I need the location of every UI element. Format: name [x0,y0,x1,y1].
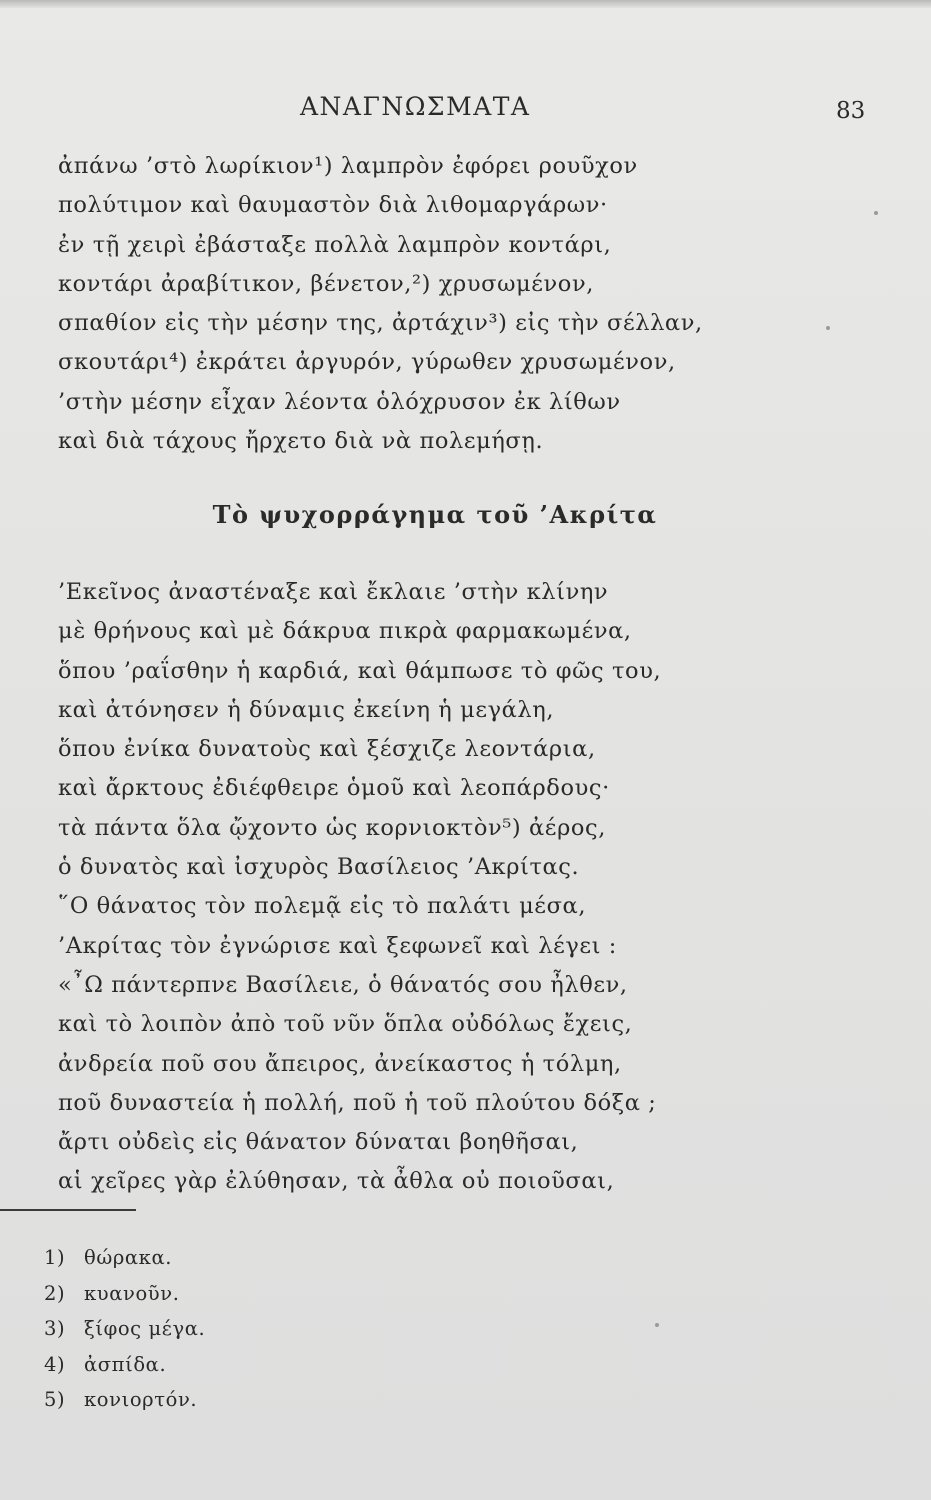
verse-line: καὶ διὰ τάχους ἤρχετο διὰ νὰ πολεμήσῃ. [58,428,544,455]
verse-stanza-2 [58,573,898,1202]
running-title: ΑΝΑΓΝΩΣΜΑΤΑ [300,92,531,121]
footnote [44,1311,205,1347]
footnote-number: 5) [44,1388,66,1411]
verse-line: ἀνδρεία ποῦ σου ἄπειρος, ἀνείκαστος ἡ τόλμη, [58,1050,622,1077]
verse-line: σκουτάρι⁴) ἐκράτει ἀργυρόν, γύρωθεν χρυσωμένον, [58,349,676,376]
paper-speck [826,326,830,330]
verse-line: ’Ακρίτας τὸν ἐγνώρισε καὶ ξεφωνεῖ καὶ λέγει : [58,932,617,959]
verse-line: καὶ τὸ λοιπὸν ἀπὸ τοῦ νῦν ὅπλα οὐδόλως ἔχεις, [58,1011,633,1038]
verse-line: μὲ θρήνους καὶ μὲ δάκρυα πικρὰ φαρμακωμένα, [58,618,632,645]
page-number: 83 [836,98,866,124]
verse-line: τὰ πάντα ὅλα ᾤχοντο ὡς κορνιοκτὸν⁵) ἀέρος, [58,814,606,841]
footnote-text: κυανοῦν. [84,1281,180,1305]
verse-line: ποῦ δυναστεία ἡ πολλή, ποῦ ἡ τοῦ πλούτου δόξα ; [58,1089,657,1116]
footnotes [44,1240,205,1418]
footnote-number: 1) [44,1246,66,1269]
footnote-number: 3) [44,1317,66,1340]
footnote [44,1276,205,1312]
section-title: Τὸ ψυχορράγημα τοῦ ’Ακρίτα [212,500,658,529]
verse-line: ’στὴν μέσην εἶχαν λέοντα ὁλόχρυσον ἐκ λίθων [58,388,621,415]
footnote-number: 4) [44,1352,66,1376]
verse-stanza-1 [58,147,898,461]
verse-line: ὅπου ’ραΐσθην ἡ καρδιά, καὶ θάμπωσε τὸ φῶς του, [58,657,662,684]
verse-line: ὁ δυνατὸς καὶ ἰσχυρὸς Βασίλειος ’Ακρίτας. [58,854,580,881]
verse-line: «῏Ω πάντερπνε Βασίλειε, ὁ θάνατός σου ἦλθεν, [58,971,628,998]
footnote-text: θώρακα. [84,1246,173,1269]
verse-line: καὶ ἄρκτους ἐδιέφθειρε ὁμοῦ καὶ λεοπάρδους· [58,775,610,802]
verse-line: αἱ χεῖρες γὰρ ἐλύθησαν, τὰ ἆθλα οὐ ποιοῦσαι, [58,1168,615,1195]
verse-line: σπαθίον εἰς τὴν μέσην της, ἀρτάχιν³) εἰς τὴν σέλλαν, [58,310,703,337]
page-top-edge [0,0,931,8]
verse-line: ἐν τῇ χειρὶ ἐβάσταξε πολλὰ λαμπρὸν κοντάρι, [58,231,612,258]
footnote-rule [0,1209,136,1211]
footnote [44,1347,205,1383]
paper-speck [655,1323,659,1327]
footnote-number: 2) [44,1281,66,1305]
footnote [44,1382,205,1418]
verse-line: κοντάρι ἀραβίτικον, βένετον,²) χρυσωμένον, [58,270,594,297]
footnote-text: ἀσπίδα. [84,1352,167,1376]
verse-line: ἄρτι οὐδεὶς εἰς θάνατον δύναται βοηθῆσαι, [58,1129,579,1156]
footnote [44,1240,205,1276]
verse-line: ’Εκεῖνος ἀναστέναξε καὶ ἔκλαιε ’στὴν κλίνην [58,579,609,605]
verse-line: ἀπάνω ’στὸ λωρίκιον¹) λαμπρὸν ἐφόρει ρουῦχον [58,153,638,179]
verse-line: καὶ ἀτόνησεν ἡ δύναμις ἐκείνη ἡ μεγάλη, [58,696,555,723]
paper-speck [874,211,878,215]
verse-line: ῞Ο θάνατος τὸν πολεμᾷ εἰς τὸ παλάτι μέσα, [58,893,587,920]
running-head [0,92,931,128]
verse-line: πολύτιμον καὶ θαυμαστὸν διὰ λιθομαργάρων· [58,192,608,219]
verse-line: ὅπου ἐνίκα δυνατοὺς καὶ ξέσχιζε λεοντάρια, [58,736,596,763]
footnote-text: κονιορτόν. [84,1388,198,1411]
footnote-text: ξίφος μέγα. [84,1317,206,1340]
